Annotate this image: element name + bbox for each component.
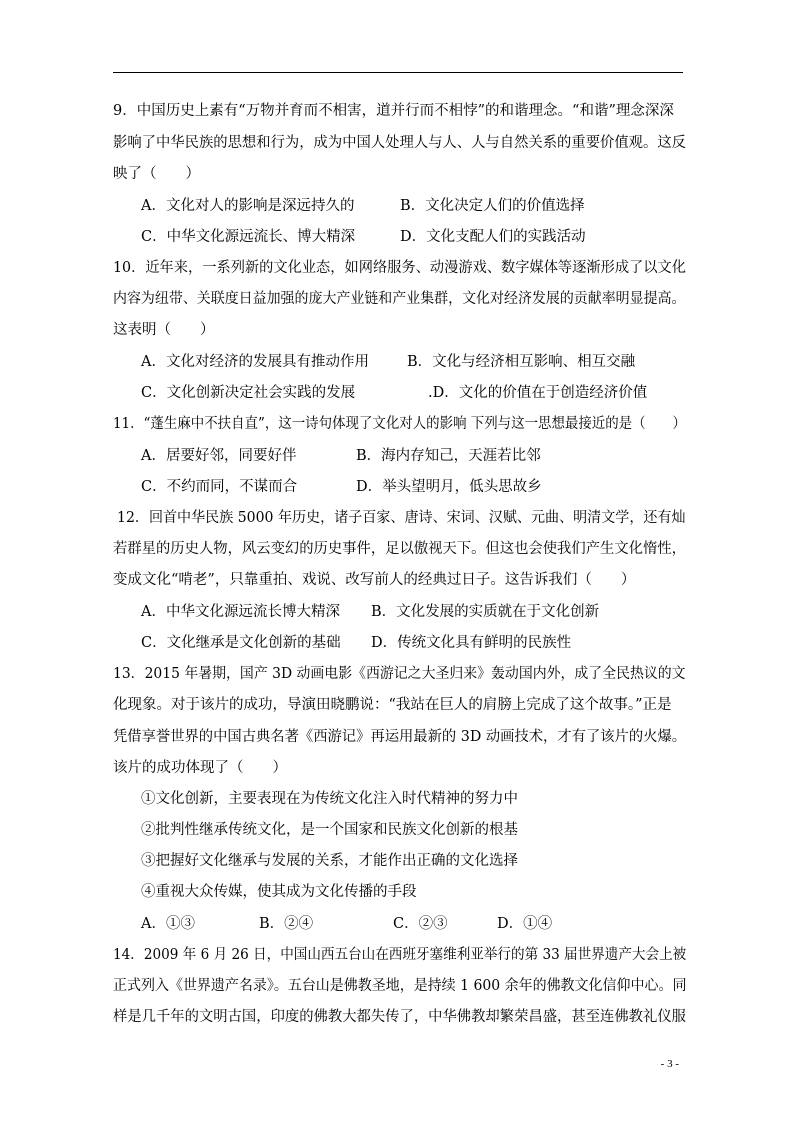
q12-option-a: A．中华文化源远流长博大精深 bbox=[141, 604, 340, 620]
q9-option-b: B．文化决定人们的价值选择 bbox=[400, 198, 585, 214]
q12-option-c: C．文化继承是文化创新的基础 bbox=[141, 635, 341, 651]
q9-stem-line-1: 9．中国历史上素有“万物并育而不相害，道并行而不相悖”的和谐理念。“和谐”理念深深 bbox=[113, 103, 674, 119]
q12-stem-line-1: 12．回首中华民族 5000 年历史，诸子百家、唐诗、宋词、汉赋、元曲、明清文学，还有灿 bbox=[117, 510, 686, 526]
q9-option-d: D．文化支配人们的实践活动 bbox=[400, 229, 586, 245]
q10-stem-line-1: 10．近年来，一系列新的文化业态，如网络服务、动漫游戏、数字媒体等逐渐形成了以文化 bbox=[113, 260, 686, 276]
q14-stem-line-3: 样是几千年的文明古国，印度的佛教大都失传了，中华佛教却繁荣昌盛，甚至连佛教礼仪服 bbox=[113, 1009, 686, 1025]
q13-option-b: B．②④ bbox=[259, 916, 314, 932]
q14-stem-line-1: 14．2009 年 6 月 26 日，中国山西五台山在西班牙塞维利亚举行的第 33 届世界遗产大会上被 bbox=[113, 947, 687, 963]
q13-item-4: ④重视大众传媒，使其成为文化传播的手段 bbox=[141, 884, 417, 900]
q11-option-d: D．举头望明月，低头思故乡 bbox=[356, 479, 542, 495]
q11-option-c: C．不约而同，不谋而合 bbox=[141, 479, 298, 495]
q10-stem-line-3: 这表明（ ） bbox=[113, 322, 215, 338]
q13-option-c: C．②③ bbox=[393, 916, 448, 932]
q11-option-b: B．海内存知己，天涯若比邻 bbox=[356, 448, 541, 464]
q13-option-d: D．①④ bbox=[497, 916, 553, 932]
page-number: - 3 - bbox=[660, 1058, 679, 1070]
q9-option-a: A．文化对人的影响是深远持久的 bbox=[141, 198, 355, 214]
q9-stem-line-3: 映了（ ） bbox=[113, 166, 200, 182]
q10-option-d: .D．文化的价值在于创造经济价值 bbox=[428, 385, 648, 401]
q13-item-2: ②批判性继承传统文化，是一个国家和民族文化创新的根基 bbox=[141, 822, 518, 838]
q13-item-3: ③把握好文化继承与发展的关系，才能作出正确的文化选择 bbox=[141, 853, 518, 869]
q9-stem-line-2: 影响了中华民族的思想和行为，成为中国人处理人与人、人与自然关系的重要价值观。这反 bbox=[113, 135, 686, 151]
header-rule bbox=[113, 72, 683, 73]
q13-stem-line-3: 凭借享誉世界的中国古典名著《西游记》再运用最新的 3D 动画技术，才有了该片的火爆。 bbox=[113, 729, 687, 745]
q13-stem-line-4: 该片的成功体现了（ ） bbox=[113, 760, 287, 776]
q12-option-d: D．传统文化具有鲜明的民族性 bbox=[371, 635, 572, 651]
q13-stem-line-1: 13．2015 年暑期，国产 3D 动画电影《西游记之大圣归来》轰动国内外，成了全民热议的文 bbox=[113, 666, 686, 682]
q10-option-a: A．文化对经济的发展具有推动作用 bbox=[141, 354, 369, 370]
q12-option-b: B．文化发展的实质就在于文化创新 bbox=[371, 604, 600, 620]
q10-stem-line-2: 内容为纽带、关联度日益加强的庞大产业链和产业集群，文化对经济发展的贡献率明显提高。 bbox=[113, 291, 686, 307]
q10-option-b: B．文化与经济相互影响、相互交融 bbox=[407, 354, 636, 370]
q14-stem-line-2: 正式列入《世界遗产名录》。五台山是佛教圣地，是持续 1 600 余年的佛教文化信仰中心。同 bbox=[113, 978, 687, 994]
q12-stem-line-2: 若群星的历史人物，风云变幻的历史事件，足以傲视天下。但这也会使我们产生文化惰性， bbox=[113, 541, 686, 557]
q13-item-1: ①文化创新，主要表现在为传统文化注入时代精神的努力中 bbox=[141, 791, 518, 807]
q13-option-a: A．①③ bbox=[141, 916, 195, 932]
q12-stem-line-3: 变成文化“啃老”，只靠重拍、戏说、改写前人的经典过日子。这告诉我们（ ） bbox=[113, 572, 636, 588]
q11-option-a: A．居要好邻，同要好伴 bbox=[141, 448, 297, 464]
q11-stem-line-1: 11．“蓬生麻中不扶自直”，这一诗句体现了文化对人的影响 下列与这一思想最接近的是（ ） bbox=[113, 416, 686, 432]
q9-option-c: C．中华文化源远流长、博大精深 bbox=[141, 229, 356, 245]
q13-stem-line-2: 化现象。对于该片的成功，导演田晓鹏说：“我站在巨人的肩膀上完成了这个故事。”正是 bbox=[113, 697, 672, 713]
q10-option-c: C．文化创新决定社会实践的发展 bbox=[141, 385, 356, 401]
